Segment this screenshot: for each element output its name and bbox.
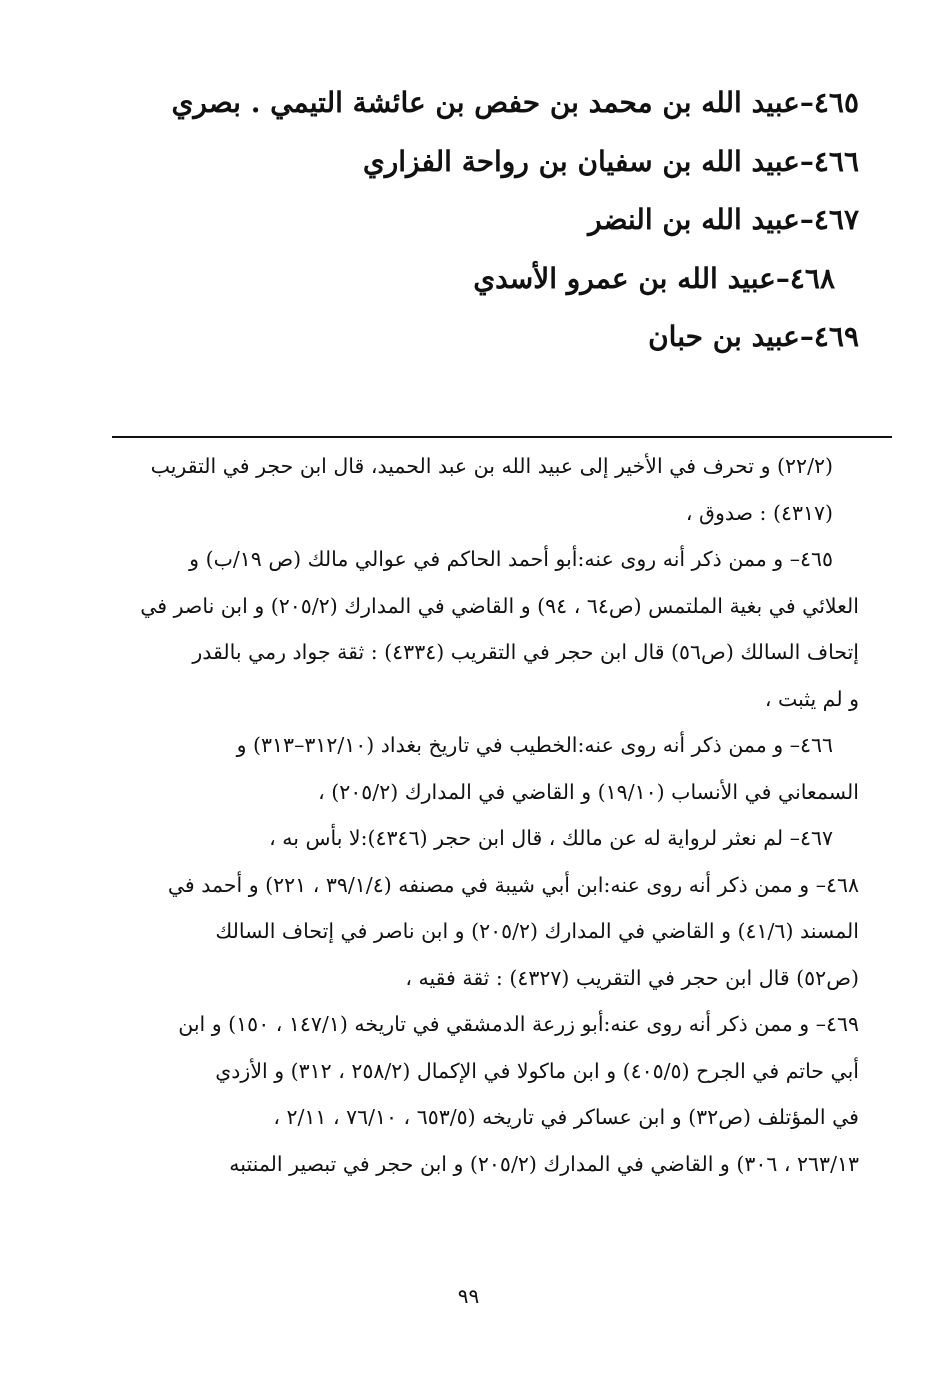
footnote-line: (٤٣١٧) : صدوق ، <box>685 500 833 525</box>
footnote-line: (٢٢/٢) و تحرف في الأخير إلى عبيد الله بن عبد الحميد، قال ابن حجر في التقريب <box>150 454 833 478</box>
footnote-line: السمعاني في الأنساب (١٩/١٠) و القاضي في المدارك (٢٠٥/٢) ، <box>318 779 859 804</box>
footnote-line: ٤٦٦– و ممن ذكر أنه روى عنه:الخطيب في تاريخ بغداد (٣١٢/١٠–٣١٣) و <box>236 733 833 757</box>
entry-list <box>171 74 859 367</box>
footnote-line: ٤٦٨– و ممن ذكر أنه روى عنه:ابن أبي شيبة في مصنفه (٣٩/١/٤ ، ٢٢١) و أحمد في <box>167 872 859 897</box>
entry-466: ٤٦٦–عبيد الله بن سفيان بن رواحة الفزاري <box>362 144 859 178</box>
entry-468: ٤٦٨–عبيد الله بن عمرو الأسدي <box>473 261 835 295</box>
footnote-line: العلائي في بغية الملتمس (ص٦٤ ، ٩٤) و القاضي في المدارك (٢٠٥/٢) و ابن ناصر في <box>140 593 859 618</box>
footnote-line: أبي حاتم في الجرح (٤٠٥/٥) و ابن ماكولا في الإكمال (٢٥٨/٢ ، ٣١٢) و الأزدي <box>215 1058 859 1083</box>
footnote-line: ٤٦٧– لم نعثر لرواية له عن مالك ، قال ابن حجر (٤٣٤٦):لا بأس به ، <box>269 826 833 850</box>
entry-465: ٤٦٥–عبيد الله بن محمد بن حفص بن عائشة التيمي . بصري <box>171 86 859 119</box>
footnote-line: و لم يثبت ، <box>764 686 859 711</box>
footnote-separator <box>112 436 892 438</box>
footnote-line: ٢٦٣/١٣ ، ٣٠٦) و القاضي في المدارك (٢٠٥/٢) و ابن حجر في تبصير المنتبه <box>229 1151 859 1176</box>
entry-469: ٤٦٩–عبيد بن حبان <box>648 320 859 353</box>
footnotes <box>112 443 859 1187</box>
footnote-line: إتحاف السالك (ص٥٦) قال ابن حجر في التقريب (٤٣٣٤) : ثقة جواد رمي بالقدر <box>192 640 859 664</box>
footnote-line: ٤٦٥– و ممن ذكر أنه روى عنه:أبو أحمد الحاكم في عوالي مالك (ص ١٩/ب) و <box>189 547 833 571</box>
footnote-line: ٤٦٩– و ممن ذكر أنه روى عنه:أبو زرعة الدمشقي في تاريخه (١٤٧/١ ، ١٥٠) و ابن <box>178 1012 859 1036</box>
footnote-line: (ص٥٢) قال ابن حجر في التقريب (٤٣٢٧) : ثقة فقيه ، <box>405 965 859 990</box>
entry-467: ٤٦٧–عبيد الله بن النضر <box>588 203 859 236</box>
footnote-line: المسند (٤١/٦) و القاضي في المدارك (٢٠٥/٢) و ابن ناصر في إتحاف السالك <box>215 919 859 943</box>
page-number: ٩٩ <box>457 1284 480 1308</box>
footnote-line: في المؤتلف (ص٣٢) و ابن عساكر في تاريخه (٦٥٣/٥ ، ٧٦/١٠ ، ٢/١١ ، <box>273 1105 859 1129</box>
